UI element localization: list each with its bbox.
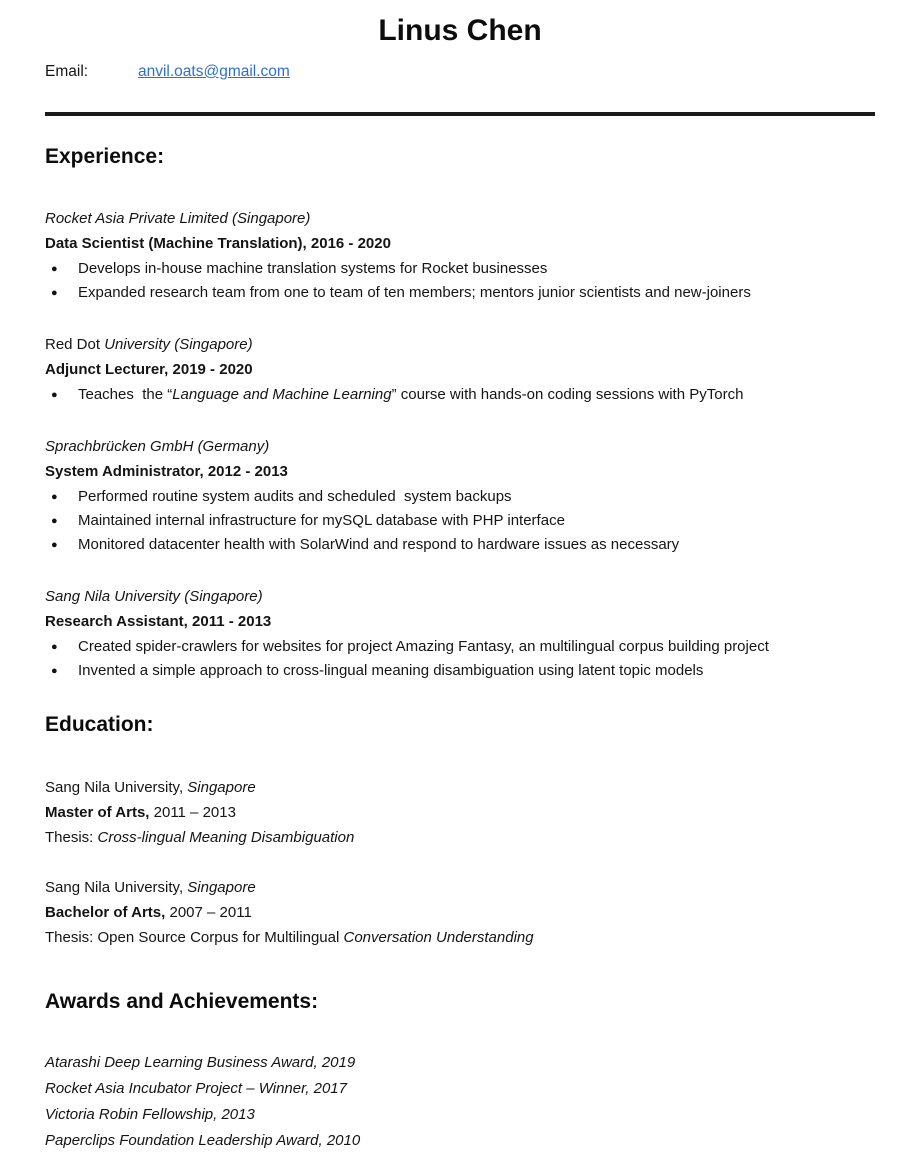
awards-section — [45, 990, 875, 1154]
job-list — [45, 206, 875, 683]
education-heading: Education: — [45, 713, 154, 736]
bullet-text: Created spider-crawlers for websites for project Amazing Fantasy, an multilingual corpus building project — [78, 638, 769, 655]
bullet-text: Performed routine system audits and scheduled system backups — [78, 488, 512, 505]
bullet-marker: ● — [51, 515, 58, 527]
bullet-marker: ● — [51, 389, 58, 401]
award-list — [45, 1050, 875, 1154]
email-label: Email: — [45, 63, 89, 80]
award-item: Atarashi Deep Learning Business Award, 2019 — [45, 1054, 356, 1071]
bullet-item — [45, 509, 875, 533]
bullet-marker: ● — [51, 263, 58, 275]
awards-heading: Awards and Achievements: — [45, 990, 319, 1013]
bullet-list — [45, 383, 875, 407]
bullet-marker: ● — [51, 491, 58, 503]
bullet-list — [45, 635, 875, 683]
bullet-text: Monitored datacenter health with SolarWind and respond to hardware issues as necessary — [78, 536, 680, 553]
job-entry — [45, 434, 875, 557]
job-entry — [45, 584, 875, 683]
job-title: Data Scientist (Machine Translation), 2016 - 2020 — [45, 235, 391, 252]
education-section — [45, 713, 875, 950]
bullet-list — [45, 257, 875, 305]
degree-list — [45, 775, 875, 950]
award-item: Rocket Asia Incubator Project – Winner, 2017 — [45, 1080, 347, 1097]
company-name: Sang Nila University (Singapore) — [45, 588, 263, 605]
bullet-item — [45, 257, 875, 281]
company-name: Rocket Asia Private Limited (Singapore) — [45, 210, 311, 227]
bullet-item — [45, 383, 875, 407]
bullet-marker: ● — [51, 641, 58, 653]
degree-title: Master of Arts, 2011 – 2013 — [45, 804, 236, 821]
experience-heading: Experience: — [45, 145, 165, 168]
bullet-list — [45, 485, 875, 557]
bullet-item — [45, 281, 875, 305]
school-name: Sang Nila University, Singapore — [45, 879, 256, 896]
thesis-line: Thesis: Open Source Corpus for Multilingual Conversation Understanding — [45, 929, 534, 946]
bullet-item — [45, 659, 875, 683]
horizontal-rule — [45, 112, 875, 116]
job-title: Research Assistant, 2011 - 2013 — [45, 613, 272, 630]
school-name: Sang Nila University, Singapore — [45, 779, 256, 796]
page-title: Linus Chen — [378, 14, 542, 47]
degree-title: Bachelor of Arts, 2007 – 2011 — [45, 904, 252, 921]
company-name: Sprachbrücken GmbH (Germany) — [45, 438, 270, 455]
degree-entry — [45, 875, 875, 950]
degree-entry — [45, 775, 875, 850]
bullet-text: Invented a simple approach to cross-lingual meaning disambiguation using latent topic models — [78, 662, 704, 679]
experience-section — [45, 145, 875, 683]
job-title: Adjunct Lecturer, 2019 - 2020 — [45, 361, 253, 378]
job-title: System Administrator, 2012 - 2013 — [45, 463, 288, 480]
email-link[interactable]: anvil.oats@gmail.com — [138, 63, 290, 80]
bullet-marker: ● — [51, 665, 58, 677]
bullet-text: Maintained internal infrastructure for mySQL database with PHP interface — [78, 512, 565, 529]
bullet-text: Develops in-house machine translation systems for Rocket businesses — [78, 260, 548, 277]
bullet-text: Teaches the “Language and Machine Learning” course with hands-on coding sessions with PyTorch — [78, 386, 744, 403]
contact-row — [45, 61, 875, 83]
bullet-marker: ● — [51, 287, 58, 299]
award-item: Victoria Robin Fellowship, 2013 — [45, 1106, 255, 1123]
bullet-marker: ● — [51, 539, 58, 551]
award-item: Paperclips Foundation Leadership Award, 2010 — [45, 1132, 361, 1149]
thesis-line: Thesis: Cross-lingual Meaning Disambiguation — [45, 829, 355, 846]
job-entry — [45, 206, 875, 305]
job-entry — [45, 332, 875, 407]
bullet-item — [45, 635, 875, 659]
bullet-text: Expanded research team from one to team of ten members; mentors junior scientists and new-joiners — [78, 284, 751, 301]
company-name: Red Dot University (Singapore) — [45, 336, 253, 353]
bullet-item — [45, 533, 875, 557]
bullet-item — [45, 485, 875, 509]
